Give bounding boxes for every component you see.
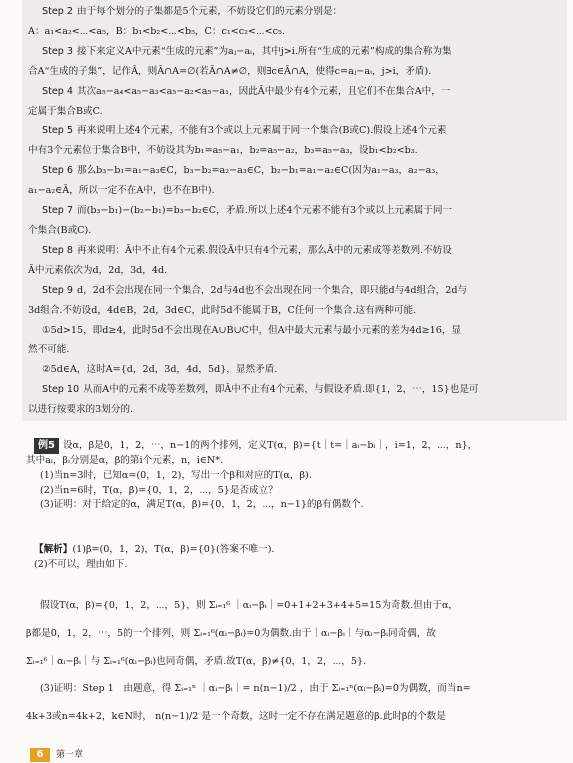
step-label: Step 4 (42, 85, 73, 97)
proof-text: 由于每个划分的子集都是5个元素，不妨设它们的元素分别是： (77, 6, 343, 17)
proof-line (28, 161, 561, 181)
proof-line-1: 假设T(α，β)={0，1，2，⋯，5}，则 Σᵢ₌₁⁶ ｜αᵢ−βᵢ｜=0+1+2+3+4+5=15为奇数.但由于α， (40, 600, 459, 611)
proof-text: A：a₁<a₂<⋯<a₅，B：b₁<b₂<⋯<b₅，C：c₁<c₂<⋯<c₅. (28, 25, 285, 37)
proof-line (28, 360, 561, 380)
proof-text: 其次a₅−a₄<a₅−a₃<a₅−a₂<a₅−a₁，因此Ā中最少有4个元素，且它们不在集合A中，一 (77, 85, 451, 97)
proof-text: 中有3个元素位于集合B中，不妨设其为b₁=a₅−a₁，b₂=a₅−a₂，b₃=a₅−a₃，设b₁<b₂<b₃. (28, 145, 418, 157)
solution-body (26, 592, 561, 731)
proof-text: 定属于集合B或C. (28, 105, 103, 117)
proof-line (28, 2, 561, 22)
step-label: Step 9 (42, 284, 73, 296)
solution-label: 【解析】 (34, 544, 73, 555)
example-badge: 例5 (34, 438, 59, 454)
question-2: (2)当n=6时，T(α，β)={0，1，2，⋯，5}是否成立？ (40, 484, 278, 496)
solution-1: (1)β=(0，1，2)，T(α，β)={0}(答案不唯一). (72, 544, 275, 555)
step-label: Step 8 (42, 244, 73, 256)
example-5 (26, 438, 561, 513)
proof-line (28, 141, 561, 161)
step-label: Step 2 (42, 6, 73, 17)
proof-text: 接下来定义A中元素“生成的元素”为aⱼ−aᵢ，其中j>i.所有“生成的元素”构成的集合称为集 (77, 45, 452, 57)
proof-text: 个集合(B或C). (28, 224, 92, 236)
proof-line (28, 241, 561, 261)
proof-text: 合A“生成的子集”，记作Ā，则Ā∩A=∅(若Ā∩A≠∅，则∃c∈Ā∩A，使得c=aⱼ−aᵢ，j>i，矛盾). (28, 65, 432, 77)
proof-text: ②5d∈A，这时A={d，2d，3d，4d，5d}，显然矛盾. (42, 364, 278, 376)
proof-line-4: (3)证明：Step 1 由题意，得 Σᵢ₌₁ⁿ ｜αᵢ−βᵢ｜= n(n−1)/2 ，由于 Σᵢ₌₁ⁿ(αᵢ−βᵢ)=0为偶数，而当n= (40, 683, 471, 695)
solution (34, 543, 561, 573)
proof-content (28, 2, 561, 420)
proof-text: a₁−a₂∈Ā，所以一定不在A中，也不在B中). (28, 185, 215, 197)
proof-line (28, 201, 561, 221)
proof-text: ①5d>15，即d≥4，此时5d不会出现在A∪B∪C中，但A中最大元素与最小元素的差为4d≥16，显 (42, 324, 462, 336)
proof-text: 然不可能. (28, 344, 70, 356)
proof-line (28, 301, 561, 321)
proof-text: 那么b₃−b₁=a₁−a₃∈C，b₃−b₂=a₂−a₃∈C，b₂−b₁=a₁−a₂∈C(因为a₁−a₃，a₂−a₃， (77, 165, 445, 177)
proof-line (28, 22, 561, 42)
proof-line (28, 340, 561, 360)
proof-line (28, 121, 561, 141)
proof-text: 再来说明上述4个元素，不能有3个或以上元素属于同一个集合(B或C).假设上述4个元素 (77, 125, 447, 137)
proof-line (28, 221, 561, 241)
proof-line-5: 4k+3或n=4k+2，k∈N时， n(n−1)/2 是一个奇数，这时一定不存在满足题意的β.此时β的个数是 (26, 711, 446, 723)
proof-line (28, 321, 561, 341)
step-label: Step 5 (42, 125, 73, 137)
step-label: Step 10 (42, 384, 80, 396)
proof-line (28, 281, 561, 301)
proof-line-2: β都是0，1，2，⋯，5的一个排列，则 Σᵢ₌₁⁶(αᵢ−βᵢ)=0为偶数.由于｜αᵢ−βᵢ｜与αᵢ−βᵢ同奇偶，故 (26, 627, 436, 639)
example-line-2: 其中aᵢ，βᵢ分别是α，β的第i个元素，n，i∈N*. (26, 454, 224, 466)
proof-text: 再来说明：Ā中不止有4个元素.假设Ā中只有4个元素，那么Ā中的元素成等差数列.不妨设 (77, 244, 452, 256)
proof-text: 3d组合.不妨设d，4d∈B，2d，3d∈C，此时5d不能属于B，C任何一个集合.这有两种可能. (28, 304, 417, 316)
proof-text: d，2d不会出现在同一个集合，2d与4d也不会出现在同一个集合，即只能d与4d组合，2d与 (77, 284, 468, 296)
example-line-1: 设α，β是0，1，2，⋯，n−1的两个排列，定义T(α，β)={t｜t=｜aᵢ−bᵢ｜，i=1，2，⋯，n}， (62, 440, 478, 451)
chapter-label: 第一章 (56, 750, 84, 760)
proof-line (28, 82, 561, 102)
step-label: Step 3 (42, 45, 73, 57)
proof-line (28, 261, 561, 281)
question-3: (3)证明：对于给定的α，满足T(α，β)={0，1，2，⋯，n−1}的β有偶数个. (40, 499, 364, 511)
step-label: Step 7 (42, 205, 73, 217)
proof-text: 从而A中的元素不成等差数列，即Ā中不止有4个元素，与假设矛盾.即{1，2，⋯，15}也是可 (83, 384, 479, 396)
proof-line (28, 42, 561, 62)
page-number: 6 (30, 748, 50, 762)
proof-line-3: Σᵢ₌₁⁶｜αᵢ−βᵢ｜与 Σᵢ₌₁⁶(αᵢ−βᵢ)也同奇偶，矛盾.故T(α，β)≠{0，1，2，⋯，5}. (26, 655, 367, 667)
proof-text: 以进行按要求的3划分的. (28, 404, 134, 416)
proof-line (28, 102, 561, 122)
proof-line (28, 400, 561, 420)
proof-line (28, 181, 561, 201)
proof-line (28, 380, 561, 400)
proof-line (28, 62, 561, 82)
question-1: (1)当n=3时，已知α=(0，1，2)，写出一个β和对应的T(α，β). (40, 469, 312, 481)
proof-text: 而(b₃−b₁)−(b₂−b₁)=b₃−b₂∈C，矛盾.所以上述4个元素不能有3个或以上元素属于同一 (77, 205, 453, 217)
solution-2: (2)不可以，理由如下. (34, 558, 128, 570)
proof-text: Ā中元素依次为d，2d，3d，4d. (28, 264, 168, 276)
step-label: Step 6 (42, 165, 73, 177)
